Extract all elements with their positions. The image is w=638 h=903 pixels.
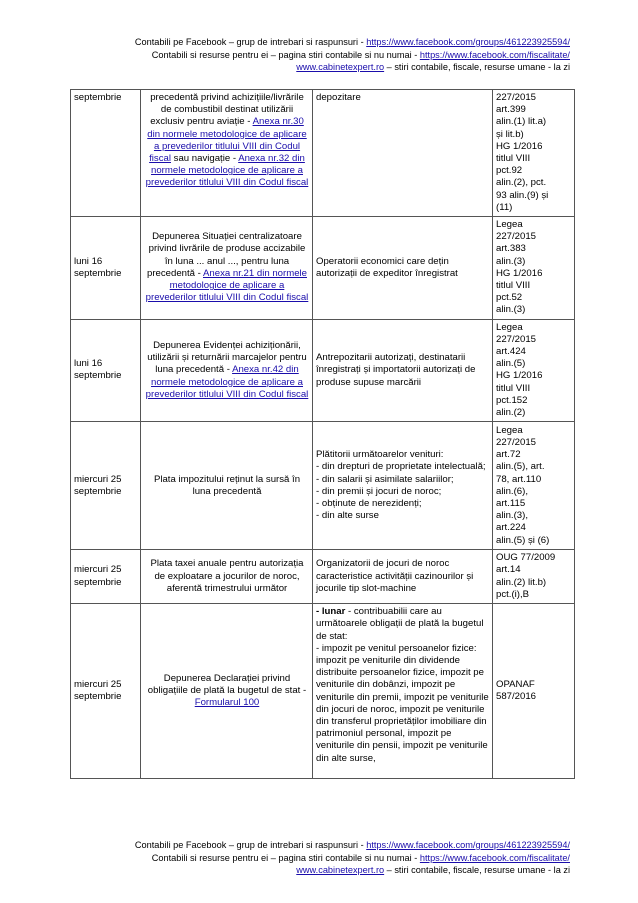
legal-basis-cell: Legea 227/2015 art.383 alin.(3) HG 1/2016 titlul VIII pct.52 alin.(3): [493, 217, 575, 320]
footer-line-2: Contabili si resurse pentru ei – pagina stiri contabile si nu numai - https://www.facebook.com/fiscalitate/: [151, 852, 570, 863]
facebook-group-link[interactable]: https://www.facebook.com/groups/461223925594/: [366, 37, 570, 47]
annex-link[interactable]: Anexa nr.42 din normele metodologice de aplicare a prevederilor titlului VIII din Codul fiscal: [145, 364, 309, 400]
legal-basis-cell: OUG 77/2009 art.14 alin.(2) lit.b) pct.(i),B: [493, 550, 575, 604]
taxpayers-text: Operatorii economici care dețin autorizații de expeditor înregistrat: [316, 255, 458, 279]
obligation-text: Plata impozitului reținut la sursă în luna precedentă: [153, 473, 301, 497]
legal-basis-cell: OPANAF 587/2016: [493, 604, 575, 779]
facebook-group-link[interactable]: https://www.facebook.com/groups/461223925594/: [366, 840, 570, 850]
taxpayers-cell: [313, 90, 493, 217]
table-row: [71, 90, 575, 217]
taxpayers-cell: [313, 422, 493, 550]
obligation-cell: [141, 604, 313, 779]
header-line-3: www.cabinetexpert.ro – stiri contabile, fiscale, resurse umane - la zi: [296, 62, 570, 72]
legal-basis-cell: Legea 227/2015 art.72 alin.(5), art. 78, art.110 alin.(6), art.115 alin.(3), art.224 alin.(5) și (6): [493, 422, 575, 550]
table-row: [71, 319, 575, 422]
legal-basis-cell: Legea 227/2015 art.424 alin.(5) HG 1/2016 titlul VIII pct.152 alin.(2): [493, 319, 575, 422]
header-line-1: Contabili pe Facebook – grup de intrebari si raspunsuri - https://www.facebook.com/groups/461223925594/: [134, 37, 570, 47]
table-row: [71, 550, 575, 604]
deadline-date-cell: miercuri 25 septembrie: [71, 422, 141, 550]
deadline-date-cell: septembrie: [71, 90, 141, 217]
obligation-cell: [141, 217, 313, 320]
annex-link[interactable]: Anexa nr.21 din normele metodologice de aplicare a prevederilor titlului VIII din Codul fiscal: [145, 267, 309, 304]
legal-basis-cell: 227/2015 art.399 alin.(1) lit.a) și lit.b) HG 1/2016 titlul VIII pct.92 alin.(2), pct. 93 alin.(9) și (11): [493, 90, 575, 217]
taxpayers-cell: [313, 604, 493, 779]
header-line-2: Contabili si resurse pentru ei – pagina stiri contabile si nu numai - https://www.facebook.com/fiscalitate/: [151, 49, 570, 60]
taxpayers-text: Plătitorii următoarelor venituri: - din drepturi de proprietate intelectuală; - din salarii și asimilate salariilor; - din premii și jocuri de noroc; - obținute de nerezidenți; - din alte surse: [316, 449, 486, 522]
deadline-date-cell: miercuri 25 septembrie: [71, 604, 141, 779]
obligation-cell: [141, 422, 313, 550]
obligation-text: Depunerea Declarației privind obligațiile de plată la bugetul de stat -: [147, 672, 307, 696]
taxpayers-text: Antrepozitarii autorizați, destinatarii înregistrați și importatorii autorizați de produse supuse marcării: [316, 352, 476, 388]
taxpayers-cell: [313, 217, 493, 320]
taxpayers-text: - contribuabilii care au următoarele obligații de plată la bugetul de stat: - impozit pe venitul persoanelor fizice: impozit pe veniturile din dividende distribuite persoanelor fizice, impozit pe veniturile din dobânzi, impozit pe veniturile din premii, impozit pe veniturile din jocuri de noroc, impozit pe veniturile din transferul proprietăților imobiliare din patrimoniul personal, impozit pe veniturile din pensii, impozit pe veniturile din alte surse,: [316, 606, 489, 764]
annex-link[interactable]: Anexa nr.30 din normele metodologice de aplicare a prevederilor titlului VIII din Codul fiscal: [147, 116, 307, 165]
footer-line-1: Contabili pe Facebook – grup de intrebari si raspunsuri - https://www.facebook.com/groups/461223925594/: [134, 840, 570, 850]
taxpayers-cell: [313, 550, 493, 604]
annex-link[interactable]: Formularul 100: [194, 697, 260, 709]
facebook-page-link[interactable]: https://www.facebook.com/fiscalitate/: [419, 852, 570, 863]
obligation-text: Depunerea Situației centralizatoare privind livrările de produse accizabile în luna ... anul ..., pentru luna precedentă -: [146, 231, 306, 279]
deadline-date-cell: luni 16 septembrie: [71, 319, 141, 422]
table-row: [71, 217, 575, 320]
fiscal-calendar-table: [70, 89, 575, 779]
deadline-date-cell: luni 16 septembrie: [71, 217, 141, 320]
obligation-text: Plata taxei anuale pentru autorizația de exploatare a jocurilor de noroc, aferentă trimestrului următor: [150, 558, 304, 594]
table-row: [71, 604, 575, 779]
page-header: [40, 36, 570, 74]
obligation-text: sau navigație -: [170, 153, 239, 165]
facebook-page-link[interactable]: https://www.facebook.com/fiscalitate/: [419, 49, 570, 60]
taxpayers-text: Organizatorii de jocuri de noroc caracteristice activității cazinourilor și jocurile tip slot-machine: [316, 558, 474, 594]
deadline-date-cell: miercuri 25 septembrie: [71, 550, 141, 604]
taxpayers-cell: [313, 319, 493, 422]
obligation-cell: [141, 90, 313, 217]
frequency-label: - lunar: [316, 606, 346, 618]
obligation-cell: [141, 550, 313, 604]
obligation-cell: [141, 319, 313, 422]
page-footer: [40, 839, 570, 877]
annex-link[interactable]: Anexa nr.32 din normele metodologice de aplicare a prevederilor titlului VIII din Codul fiscal: [145, 153, 309, 189]
obligation-text: precedentă privind achizițiile/livrările de combustibil destinat utilizării exclusiv pentru aviație -: [150, 92, 304, 128]
table-row: [71, 422, 575, 550]
footer-line-3: www.cabinetexpert.ro – stiri contabile, fiscale, resurse umane - la zi: [296, 865, 570, 875]
taxpayers-text: depozitare: [316, 92, 361, 103]
website-link[interactable]: www.cabinetexpert.ro: [296, 62, 385, 72]
obligation-text: Depunerea Evidenței achiziționării, utilizării și returnării marcajelor pentru luna precedentă -: [147, 339, 307, 376]
website-link[interactable]: www.cabinetexpert.ro: [296, 865, 385, 875]
